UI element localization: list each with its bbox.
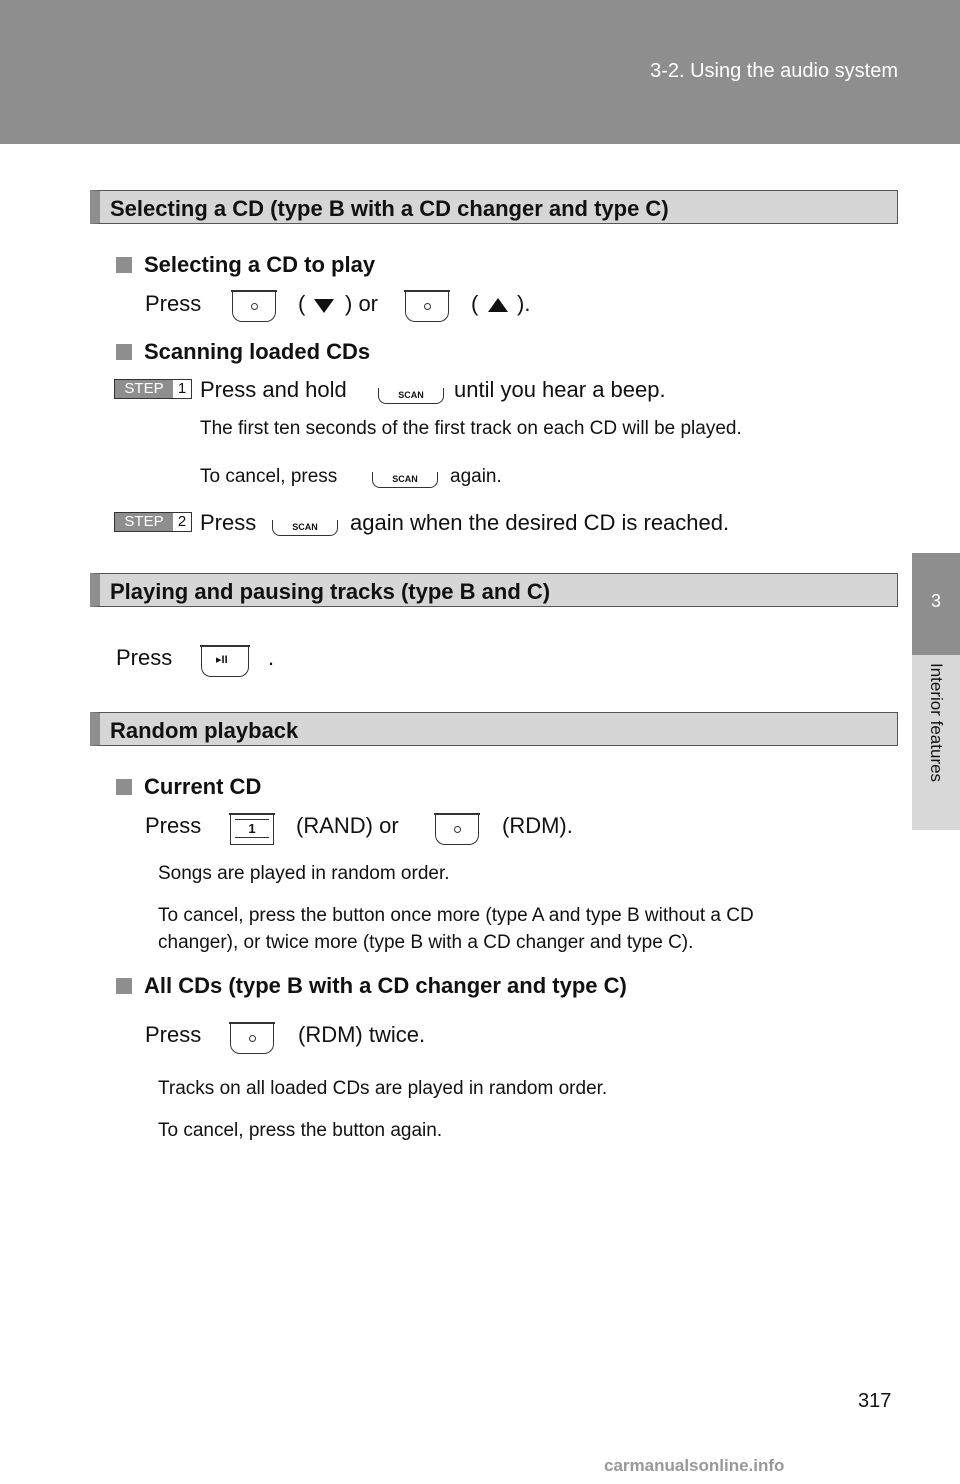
press-text: Press [116,645,173,670]
square-bullet-icon [116,779,132,795]
note-cancel-a: To cancel, press [200,466,338,487]
step-2-text-b: again when the desired CD is reached. [350,510,730,535]
disc-down-button-icon [232,290,276,322]
chapter-strip [912,655,960,830]
note-cancel-line-1: To cancel, press the button once more (type A and type B without a CD [158,905,754,926]
press-text: Press [145,1022,202,1047]
chapter-tab [912,553,960,655]
square-bullet-icon [116,978,132,994]
note-all-random: Tracks on all loaded CDs are played in random order. [158,1078,608,1099]
press-text: Press [145,291,202,316]
rand-or-text: (RAND) or [296,813,399,838]
note-cancel-again: To cancel, press the button again. [158,1120,443,1141]
section-title: Playing and pausing tracks (type B and C) [110,579,551,604]
subheading-current-cd: Current CD [116,774,261,800]
rdm-twice-text: (RDM) twice. [298,1022,426,1047]
scan-button-icon: SCAN [272,520,338,536]
step-2-text-a: Press [200,510,257,535]
section-heading-random-playback [90,712,898,746]
paren-open: ( [298,291,306,316]
step-1-badge: STEP 1 [114,379,192,399]
paren-close-or: ) or [345,291,378,316]
section-title: Selecting a CD (type B with a CD changer and type C) [110,196,669,221]
square-bullet-icon [116,257,132,273]
square-bullet-icon [116,344,132,360]
chapter-label: Interior features [927,663,946,783]
disc-up-button-icon [405,290,449,322]
scan-button-icon: SCAN [372,472,438,488]
rdm-text: (RDM). [502,813,573,838]
note-cancel-line-2: changer), or twice more (type B with a CD changer and type C). [158,932,694,953]
subheading-selecting-cd-to-play: Selecting a CD to play [116,252,375,278]
down-triangle-icon [313,298,335,314]
note-cancel-b: again. [450,466,502,487]
rdm-button-icon [435,813,479,845]
rdm-button-icon [230,1022,274,1054]
up-triangle-icon [487,297,509,313]
subheading-scanning-loaded-cds: Scanning loaded CDs [116,339,370,365]
section-title: Random playback [110,718,299,743]
page-header [0,0,960,144]
paren-open: ( [471,291,479,316]
chapter-number: 3 [930,591,941,611]
watermark: carmanualsonline.info [604,1456,785,1475]
period: . [268,645,275,670]
step-1-text-a: Press and hold [200,377,347,402]
scan-button-icon: SCAN [378,388,444,404]
preset-1-button-icon: 1 [230,813,274,845]
note-first-ten-seconds: The first ten seconds of the first track on each CD will be played. [200,418,742,439]
step-1-text-b: until you hear a beep. [454,377,666,402]
chapter-title: 3-2. Using the audio system [650,60,898,82]
paren-close: ). [517,291,531,316]
note-random-order: Songs are played in random order. [158,863,450,884]
step-2-badge: STEP 2 [114,512,192,532]
play-pause-button-icon: ▸II [201,645,249,677]
page-number: 317 [858,1390,892,1412]
press-text: Press [145,813,202,838]
section-heading-selecting-cd [90,190,898,224]
subheading-all-cds: All CDs (type B with a CD changer and type C) [116,973,627,999]
section-heading-playing-pausing [90,573,898,607]
